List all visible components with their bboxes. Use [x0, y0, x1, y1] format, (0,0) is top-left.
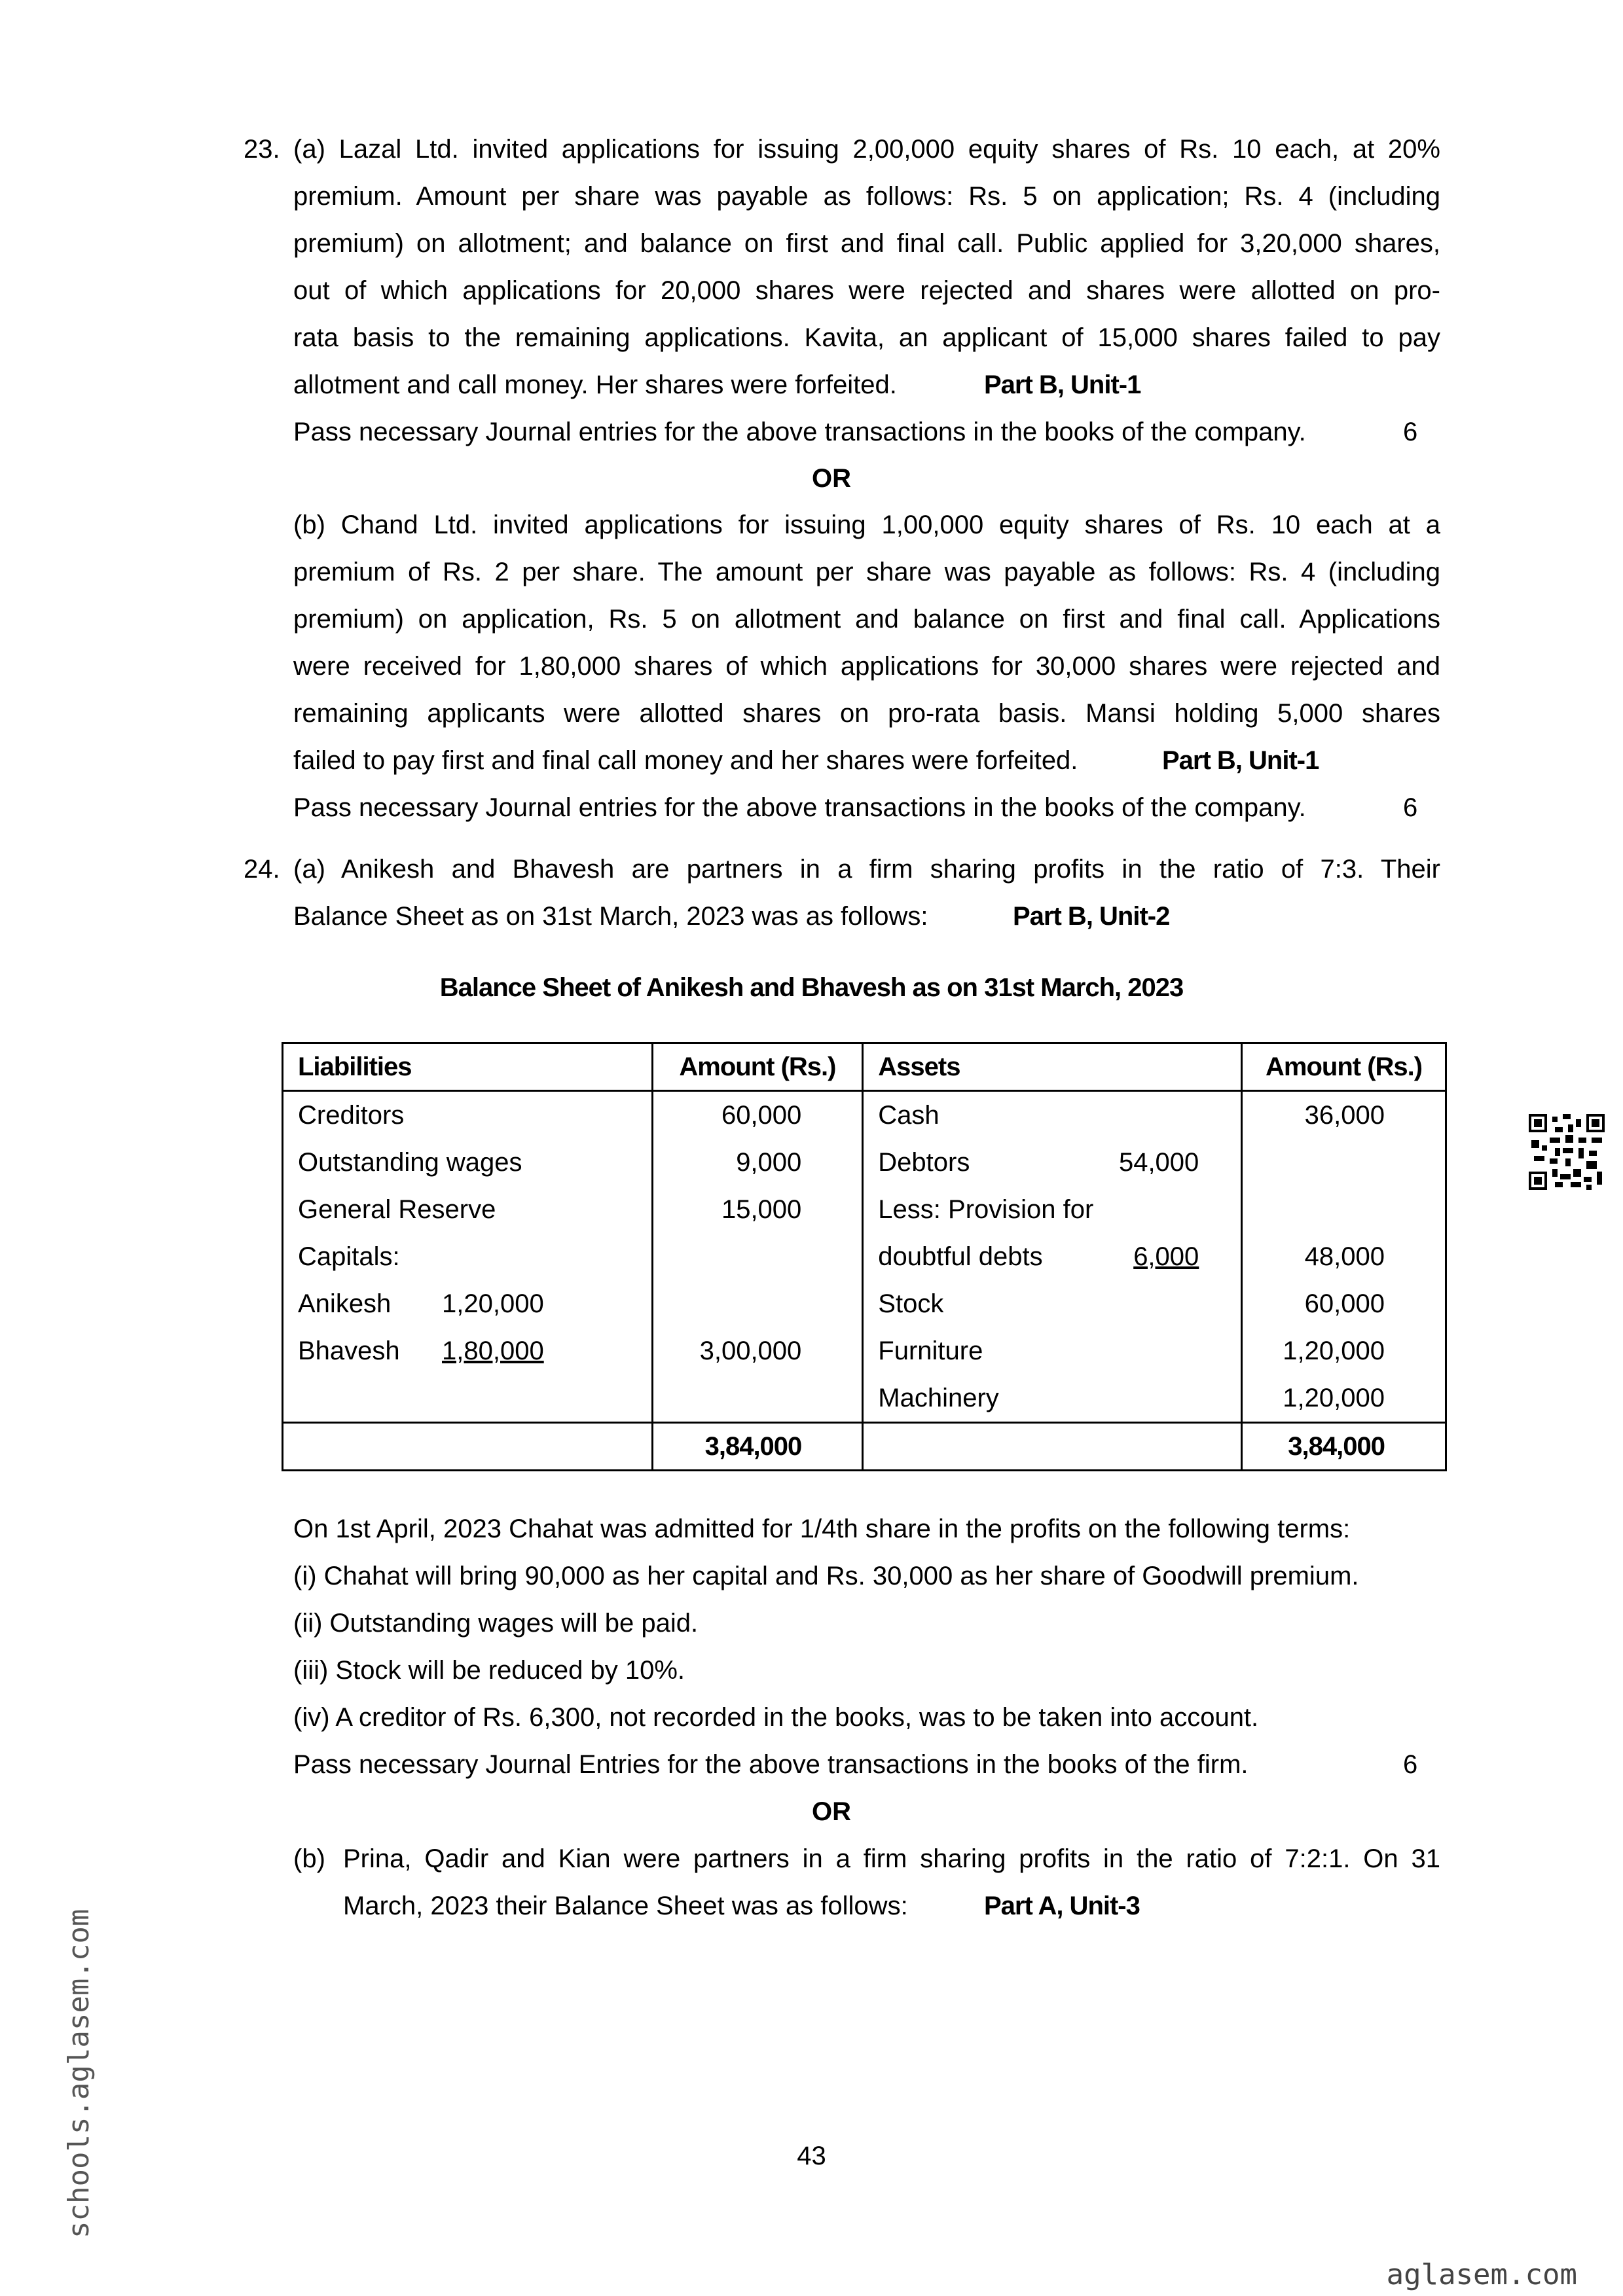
total-assets: 3,84,000 — [1242, 1423, 1446, 1471]
total-row — [283, 1423, 1446, 1471]
q24b-line: March, 2023 their Balance Sheet was as follows: — [343, 1892, 908, 1920]
table-row — [283, 1327, 1446, 1374]
total-liabilities: 3,84,000 — [652, 1423, 863, 1471]
liability-amount: 60,000 — [652, 1091, 863, 1139]
liability-amount: 15,000 — [652, 1186, 863, 1233]
q23a-line: allotment and call money. Her shares were forfeited. — [293, 370, 897, 399]
asset-label: Less: Provision for — [863, 1186, 1242, 1233]
q24b-line: Prina, Qadir and Kian were partners in a firm sharing profits in the ratio of 7:2:1. On 31 — [343, 1844, 1440, 1873]
asset-label: doubtful debts — [878, 1242, 1043, 1271]
partner-capital: 1,20,000 — [442, 1289, 544, 1318]
partner-capital: 1,80,000 — [442, 1336, 544, 1365]
q23b-line: premium) on application, Rs. 5 on allotment and balance on first and final call. Applications — [293, 605, 1440, 634]
liability-label: General Reserve — [283, 1186, 653, 1233]
liability-label: Outstanding wages — [283, 1139, 653, 1186]
syllabus-reference: Part B, Unit-1 — [1162, 746, 1319, 775]
partner-name: Bhavesh — [298, 1336, 400, 1365]
column-header: Amount (Rs.) — [1242, 1043, 1446, 1091]
liability-amount: 9,000 — [652, 1139, 863, 1186]
asset-cell — [863, 1139, 1242, 1186]
liability-amount: 3,00,000 — [652, 1327, 863, 1374]
corner-watermark: aglasem.com — [1386, 2258, 1577, 2291]
table-row — [283, 1139, 1446, 1186]
liability-label: Creditors — [283, 1091, 653, 1139]
or-label: OR — [812, 1797, 851, 1826]
q23a-line: rata basis to the remaining applications. Kavita, an applicant of 15,000 shares failed to pay — [293, 323, 1440, 352]
page-number: 43 — [797, 2142, 826, 2170]
column-header: Assets — [863, 1043, 1242, 1091]
or-label: OR — [812, 464, 851, 493]
table-row — [283, 1280, 1446, 1327]
q23a-line: (a) Lazal Ltd. invited applications for issuing 2,00,000 equity shares of Rs. 10 each, at 20% — [293, 135, 1440, 164]
q23a-line: premium) on allotment; and balance on first and final call. Public applied for 3,20,000 shares, — [293, 229, 1440, 258]
term-item: (iv) A creditor of Rs. 6,300, not recorded in the books, was to be taken into account. — [293, 1703, 1259, 1732]
asset-amount: 1,20,000 — [1242, 1374, 1446, 1423]
term-item: (ii) Outstanding wages will be paid. — [293, 1609, 699, 1638]
side-watermark: schools.aglasem.com — [62, 1909, 96, 2238]
asset-label: Debtors — [878, 1148, 970, 1177]
asset-amount: 36,000 — [1242, 1091, 1446, 1139]
q24a-line: (a) Anikesh and Bhavesh are partners in a firm sharing profits in the ratio of 7:3. Their — [293, 855, 1440, 884]
asset-label: Furniture — [863, 1327, 1242, 1374]
q23b-line: remaining applicants were allotted shares on pro-rata basis. Mansi holding 5,000 shares — [293, 699, 1440, 728]
asset-cell — [863, 1233, 1242, 1280]
partner-name: Anikesh — [298, 1289, 392, 1318]
marks: 6 — [1403, 418, 1418, 446]
q23b-line: failed to pay first and final call money and her shares were forfeited. — [293, 746, 1078, 775]
balance-sheet-table — [282, 1042, 1447, 1471]
q23b-line: were received for 1,80,000 shares of which applications for 30,000 shares were rejected and — [293, 652, 1440, 681]
terms-intro: On 1st April, 2023 Chahat was admitted for 1/4th share in the profits on the following terms: — [293, 1515, 1351, 1543]
q23a-instruction: Pass necessary Journal entries for the above transactions in the books of the company. — [293, 418, 1306, 446]
asset-sub-amount: 6,000 — [1133, 1242, 1199, 1271]
column-header: Liabilities — [283, 1043, 653, 1091]
q23a-line: premium. Amount per share was payable as follows: Rs. 5 on application; Rs. 4 (including — [293, 182, 1440, 211]
table-header-row — [283, 1043, 1446, 1091]
asset-label: Machinery — [863, 1374, 1242, 1423]
marks: 6 — [1403, 1750, 1418, 1779]
liability-cell — [283, 1280, 653, 1327]
asset-amount: 60,000 — [1242, 1280, 1446, 1327]
term-item: (iii) Stock will be reduced by 10%. — [293, 1656, 685, 1685]
q23b-instruction: Pass necessary Journal entries for the above transactions in the books of the company. — [293, 793, 1306, 822]
syllabus-reference: Part B, Unit-2 — [1013, 902, 1170, 931]
asset-label: Cash — [863, 1091, 1242, 1139]
liability-cell — [283, 1327, 653, 1374]
question-number: 24. — [244, 855, 280, 884]
qr-code-icon — [1529, 1114, 1605, 1190]
marks: 6 — [1403, 793, 1418, 822]
asset-amount: 48,000 — [1242, 1233, 1446, 1280]
q23a-line: out of which applications for 20,000 shares were rejected and shares were allotted on pro- — [293, 276, 1440, 305]
asset-amount: 1,20,000 — [1242, 1327, 1446, 1374]
table-row — [283, 1186, 1446, 1233]
balance-sheet-title: Balance Sheet of Anikesh and Bhavesh as on 31st March, 2023 — [439, 973, 1184, 1002]
q24a-instruction: Pass necessary Journal Entries for the above transactions in the books of the firm. — [293, 1750, 1249, 1779]
q23b-line: premium of Rs. 2 per share. The amount per share was payable as follows: Rs. 4 (including — [293, 558, 1440, 586]
q24a-line: Balance Sheet as on 31st March, 2023 was as follows: — [293, 902, 928, 931]
question-number: 23. — [244, 135, 280, 164]
table-row — [283, 1374, 1446, 1423]
q24b-label: (b) — [293, 1844, 325, 1873]
q23b-line: (b) Chand Ltd. invited applications for issuing 1,00,000 equity shares of Rs. 10 each at a — [293, 511, 1440, 539]
table-row — [283, 1091, 1446, 1139]
table-row — [283, 1233, 1446, 1280]
column-header: Amount (Rs.) — [652, 1043, 863, 1091]
asset-sub-amount: 54,000 — [1118, 1148, 1199, 1177]
syllabus-reference: Part A, Unit-3 — [984, 1892, 1140, 1920]
liability-label: Capitals: — [283, 1233, 653, 1280]
syllabus-reference: Part B, Unit-1 — [984, 370, 1141, 399]
term-item: (i) Chahat will bring 90,000 as her capital and Rs. 30,000 as her share of Goodwill premium. — [293, 1562, 1359, 1590]
asset-label: Stock — [863, 1280, 1242, 1327]
